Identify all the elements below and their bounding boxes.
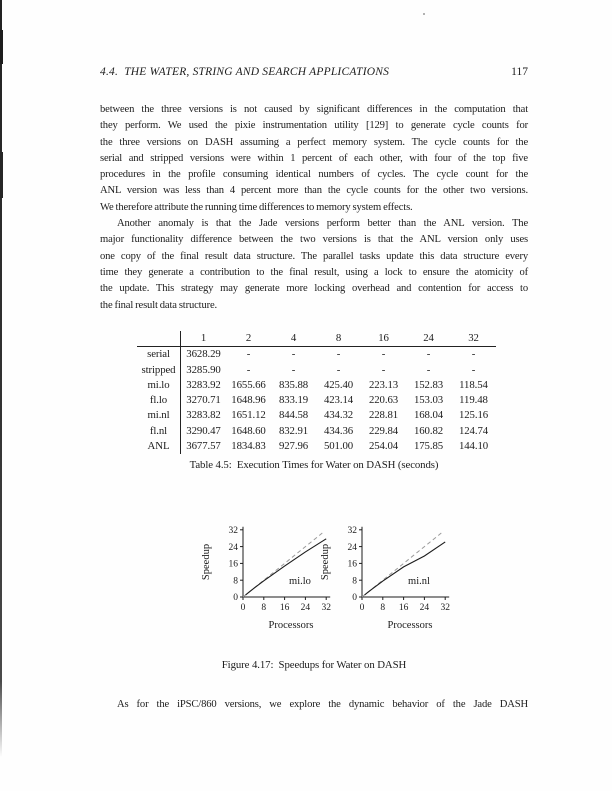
y-tick-label: 32 xyxy=(347,526,357,536)
time-value-cell: 3677.57 xyxy=(186,440,221,453)
time-value-cell: - xyxy=(291,348,296,361)
time-value-cell: 118.54 xyxy=(459,378,488,391)
y-axis-label: Speedup xyxy=(320,543,331,581)
text-line: procedures in the profile consuming identical numbers of cycles. The cycle count for the xyxy=(100,169,528,181)
time-value-cell: 229.84 xyxy=(368,424,399,437)
row-label: mi.lo xyxy=(137,378,181,393)
time-value-cell: 125.16 xyxy=(458,409,489,422)
time-value-cell: 153.03 xyxy=(413,394,444,407)
y-tick-label: 0 xyxy=(233,593,238,604)
time-value-cell: - xyxy=(246,363,251,376)
x-axis-label: Processors xyxy=(268,620,314,631)
text-line: the three versions on DASH assuming a perfect memory system. The cycle counts for the xyxy=(100,136,528,148)
y-tick-label: 32 xyxy=(228,526,238,536)
figure-caption: Figure 4.17: Speedups for Water on DASH xyxy=(221,659,407,671)
time-value-cell: 3270.71 xyxy=(186,394,221,407)
column-header-processors: 24 xyxy=(406,331,451,347)
x-tick-label: 16 xyxy=(279,603,290,613)
y-tick-label: 16 xyxy=(347,559,357,570)
time-value-cell: 3285.90 xyxy=(186,363,221,376)
x-tick-label: 0 xyxy=(240,603,246,613)
x-axis-label: Processors xyxy=(387,620,433,631)
time-value-cell: - xyxy=(381,363,386,376)
x-tick-label: 24 xyxy=(300,603,311,613)
text-line: between the three versions is not caused by significant differences in the computation that xyxy=(100,104,528,115)
time-value-cell: 501.00 xyxy=(323,440,354,453)
scan-speck-artifact xyxy=(423,13,425,15)
time-value-cell: 3283.92 xyxy=(186,378,221,391)
time-value-cell: - xyxy=(246,348,251,361)
plot-inner-label: mi.nl xyxy=(408,576,430,587)
time-value-cell: - xyxy=(291,363,296,376)
table-row xyxy=(137,363,496,378)
table-header-row xyxy=(137,331,496,347)
x-tick-label: 32 xyxy=(321,603,331,613)
time-value-cell: 223.13 xyxy=(368,378,399,391)
text-line: the update. This strategy may generate more locking overhead and contention for access to xyxy=(100,283,528,295)
time-value-cell: 144.10 xyxy=(458,440,489,453)
time-value-cell: 1655.66 xyxy=(231,378,266,391)
execution-times-table-body xyxy=(137,331,496,454)
text-line: serial and stripped versions were within 1 percent of each other, with four of the top five xyxy=(100,152,528,164)
time-value-cell: 1648.60 xyxy=(231,424,266,437)
time-value-cell: - xyxy=(471,348,476,361)
body-paragraphs xyxy=(100,102,528,314)
closing-paragraph xyxy=(100,697,528,713)
time-value-cell: 927.96 xyxy=(278,440,309,453)
y-tick-label: 16 xyxy=(228,559,238,570)
time-value-cell: 423.14 xyxy=(323,394,354,407)
text-line: one copy of the final result data structure. The parallel tasks update this data structure every xyxy=(100,250,528,262)
time-value-cell: - xyxy=(471,363,476,376)
time-value-cell: 833.19 xyxy=(278,394,309,407)
scan-edge-artifact xyxy=(0,0,2,757)
time-value-cell: 160.82 xyxy=(413,424,444,437)
time-value-cell: - xyxy=(426,348,431,361)
text-line: they perform. We used the pixie instrumentation utility [129] to generate cycle counts for xyxy=(100,120,528,132)
row-label: fl.nl xyxy=(137,424,181,439)
y-tick-label: 0 xyxy=(352,593,357,604)
time-value-cell: - xyxy=(336,363,341,376)
column-header-processors: 32 xyxy=(451,331,496,347)
y-tick-label: 8 xyxy=(352,576,357,587)
time-value-cell: 434.36 xyxy=(323,424,354,437)
running-header xyxy=(100,66,528,78)
time-value-cell: - xyxy=(336,348,341,361)
time-value-cell: 124.74 xyxy=(458,424,489,437)
speedup-figure xyxy=(190,520,460,640)
column-header-processors: 1 xyxy=(181,331,227,347)
row-label: ANL xyxy=(137,439,181,454)
text-line: As for the iPSC/860 versions, we explore the dynamic behavior of the Jade DASH xyxy=(117,699,528,710)
column-header-processors: 8 xyxy=(316,331,361,347)
text-line: the final result data structure. xyxy=(100,299,218,311)
time-value-cell: 228.81 xyxy=(368,409,399,422)
column-header-processors: 2 xyxy=(226,331,271,347)
measured-speedup-line xyxy=(246,539,327,595)
row-label: serial xyxy=(137,347,181,363)
measured-speedup-line xyxy=(365,542,446,595)
y-tick-label: 24 xyxy=(347,542,357,553)
text-line: major functionality difference between the two versions is that the ANL version only uses xyxy=(100,234,528,246)
x-tick-label: 24 xyxy=(419,603,430,613)
row-label: mi.nl xyxy=(137,408,181,423)
scan-blob-artifact xyxy=(0,152,3,198)
page-number: 117 xyxy=(511,66,528,78)
time-value-cell: - xyxy=(426,363,431,376)
text-line: We therefore attribute the running time differences to memory system effects. xyxy=(100,201,413,213)
text-line: ANL version was less than 4 percent more than the cycle counts for the other two versions. xyxy=(100,185,528,197)
time-value-cell: 168.04 xyxy=(413,409,444,422)
time-value-cell: 175.85 xyxy=(413,440,444,453)
table-row xyxy=(137,439,496,454)
time-value-cell: - xyxy=(381,348,386,361)
x-tick-label: 8 xyxy=(380,603,386,613)
table-row xyxy=(137,408,496,423)
text-line: Another anomaly is that the Jade versions perform better than the ANL version. The xyxy=(117,218,528,230)
table-row xyxy=(137,347,496,363)
x-tick-label: 0 xyxy=(359,603,365,613)
y-axis-label: Speedup xyxy=(201,543,212,581)
time-value-cell: 3290.47 xyxy=(186,424,221,437)
time-value-cell: 254.04 xyxy=(368,440,399,453)
time-value-cell: 434.32 xyxy=(323,409,354,422)
time-value-cell: 1651.12 xyxy=(231,409,266,422)
time-value-cell: 844.58 xyxy=(278,409,309,422)
x-tick-label: 16 xyxy=(398,603,409,613)
time-value-cell: 1648.96 xyxy=(231,394,266,407)
y-tick-label: 8 xyxy=(233,576,238,587)
scan-blob-artifact xyxy=(0,30,3,64)
row-label: fl.lo xyxy=(137,393,181,408)
table-row xyxy=(137,393,496,408)
x-tick-label: 32 xyxy=(440,603,450,613)
execution-times-table xyxy=(137,331,496,454)
row-label: stripped xyxy=(137,363,181,378)
x-tick-label: 8 xyxy=(261,603,267,613)
time-value-cell: 835.88 xyxy=(278,378,309,391)
column-header-processors: 4 xyxy=(271,331,316,347)
section-header: 4.4. THE WATER, STRING AND SEARCH APPLICATIONS xyxy=(100,66,390,78)
plot-inner-label: mi.lo xyxy=(289,576,311,587)
y-tick-label: 24 xyxy=(228,542,238,553)
table-caption: Table 4.5: Execution Times for Water on DASH (seconds) xyxy=(189,459,439,471)
time-value-cell: 832.91 xyxy=(278,424,309,437)
table-row xyxy=(137,424,496,439)
time-value-cell: 3628.29 xyxy=(186,348,221,361)
text-line: time they generate a contribution to the final result, using a lock to ensure the atomicity of xyxy=(100,266,528,278)
time-value-cell: 3283.82 xyxy=(186,409,221,422)
time-value-cell: 425.40 xyxy=(323,378,354,391)
time-value-cell: 1834.83 xyxy=(231,440,266,453)
column-header-processors: 16 xyxy=(361,331,406,347)
time-value-cell: 152.83 xyxy=(413,378,444,391)
table-corner-cell xyxy=(137,331,181,347)
time-value-cell: 119.48 xyxy=(459,394,488,407)
table-row xyxy=(137,378,496,393)
time-value-cell: 220.63 xyxy=(368,394,399,407)
